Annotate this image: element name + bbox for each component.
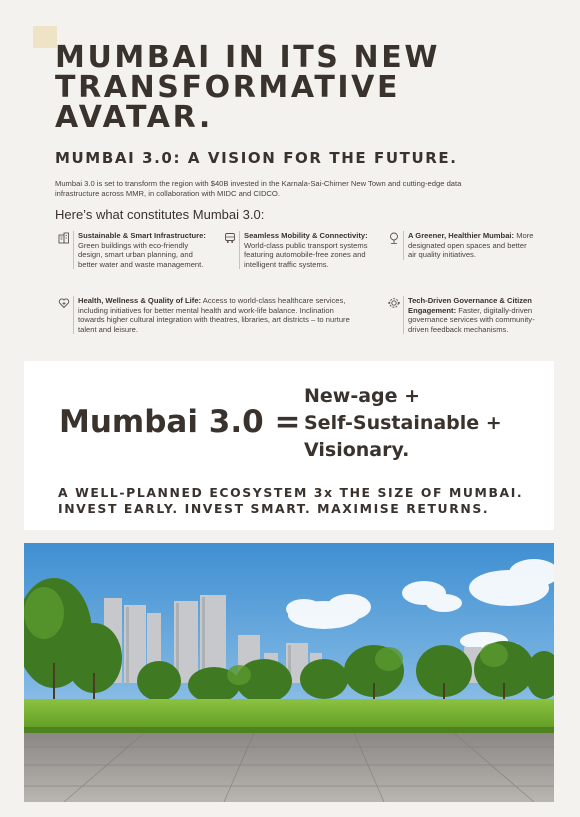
feature-body: [403, 231, 536, 260]
feature-title: Tech-Driven Governance & Citizen Engagement:: [408, 296, 532, 315]
feature-title: A Greener, Healthier Mumbai:: [408, 231, 515, 240]
equation-line: New-age +: [304, 385, 421, 407]
headline-line: TRANSFORMATIVE: [55, 70, 401, 105]
city-park-photo: [24, 543, 554, 802]
equation-line: Self-Sustainable +: [304, 412, 502, 434]
feature-title: Seamless Mobility & Connectivity:: [244, 231, 368, 240]
governance-icon: [388, 297, 400, 309]
equation-left: Mumbai 3.0 =: [59, 404, 301, 440]
feature-body: [73, 231, 213, 269]
equation-panel: [24, 361, 554, 530]
feature-sustainable-infrastructure: [58, 231, 213, 269]
tagline-line: A WELL-PLANNED ECOSYSTEM 3x THE SIZE OF MUMBAI.: [58, 485, 524, 500]
accent-square: [33, 26, 57, 48]
feature-body: [403, 296, 540, 334]
transport-icon: [224, 232, 236, 244]
section-heading: Here’s what constitutes Mumbai 3.0:: [55, 207, 265, 222]
intro-paragraph: Mumbai 3.0 is set to transform the region with $40B invested in the Karnala-Sai-Chirner New Town and cutting-edge data infrastructure across MMR, in collaboration with MIDC and CIDCO.: [55, 179, 462, 198]
smart-building-icon: [58, 232, 70, 244]
feature-title: Health, Wellness & Quality of Life:: [78, 296, 202, 305]
tagline: [58, 485, 523, 517]
feature-tech-governance: [388, 296, 540, 334]
feature-health-wellness: [58, 296, 358, 334]
feature-body: [239, 231, 376, 269]
equation-line: Visionary.: [304, 439, 410, 461]
feature-text: World-class public transport systems featuring automobile-free zones and intelligent traffic systems.: [244, 240, 368, 269]
city-park-illustration: [24, 543, 554, 802]
headline-line: AVATAR.: [55, 100, 213, 135]
health-icon: [58, 297, 70, 309]
feature-text: Access to world-class healthcare services, including initiatives for better mental health and work-life balance. Inclination towards higher cultural integration with theatres, libraries, art districts – to nurture talent and leisure.: [78, 296, 350, 334]
headline-line: MUMBAI IN ITS NEW: [55, 40, 441, 75]
feature-title: Sustainable & Smart Infrastructure:: [78, 231, 206, 240]
tree-icon: [388, 232, 400, 244]
feature-text: More designated open spaces and better air quality initiatives.: [408, 231, 534, 260]
main-headline: [55, 40, 441, 135]
tagline-line: INVEST EARLY. INVEST SMART. MAXIMISE RETURNS.: [58, 501, 490, 516]
feature-body: [73, 296, 358, 334]
feature-seamless-mobility: [224, 231, 376, 269]
sub-headline: MUMBAI 3.0: A VISION FOR THE FUTURE.: [55, 149, 458, 167]
equation-right: [304, 383, 502, 464]
feature-text: Green buildings with eco-friendly design, smart urban planning, and better water and waste management.: [78, 240, 204, 269]
feature-greener-mumbai: [388, 231, 536, 260]
feature-text: Faster, digitally-driven governance services with community-driven feedback mechanisms.: [408, 305, 535, 334]
